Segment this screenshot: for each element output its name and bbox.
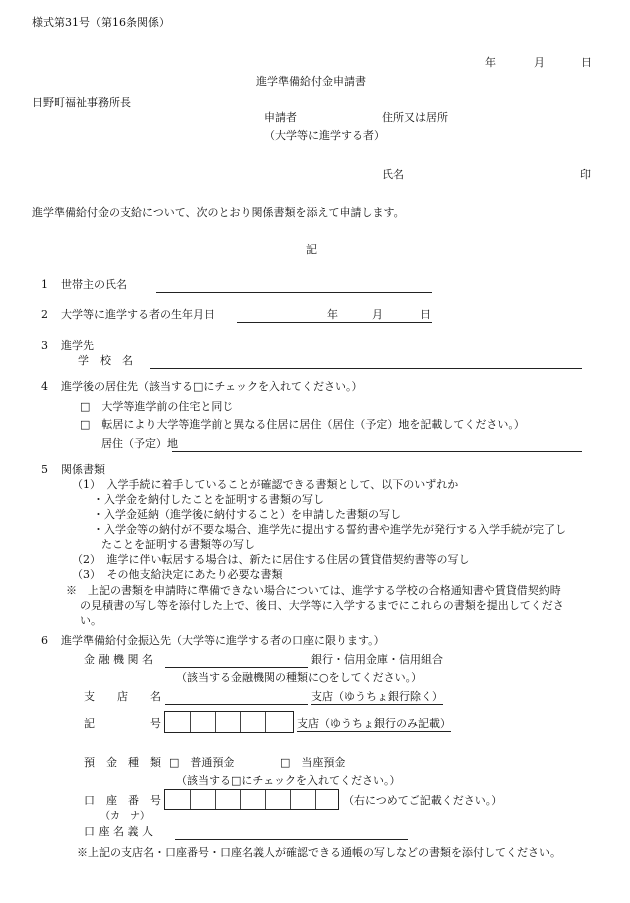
documents-item-1b: ・入学金延納（進学後に納付すること）を申請した書類の写し [93, 508, 401, 521]
household-head-field[interactable] [156, 292, 432, 293]
kana-label: （カ ナ） [100, 811, 150, 822]
ki-heading: 記 [306, 243, 317, 256]
deposit-option-ordinary[interactable]: □ 普通預金 [169, 756, 235, 769]
branch-suffix: 支店（ゆうちょ銀行除く） [311, 690, 443, 703]
school-section-label: 進学先 [61, 339, 94, 352]
deposit-type-label: 預 金 種 類 [84, 756, 161, 769]
bank-name-field[interactable] [165, 667, 308, 668]
documents-section-label: 関係書類 [61, 463, 105, 476]
date-month-label: 月 [534, 56, 545, 69]
documents-item-1: （1） 入学手続に着手していることが確認できる書類として、以下のいずれか [72, 478, 459, 491]
documents-note-line-3: い。 [80, 614, 102, 627]
household-head-label: 世帯主の氏名 [61, 278, 127, 291]
date-year-label: 年 [485, 56, 496, 69]
deposit-option-current[interactable]: □ 当座預金 [280, 756, 346, 769]
intro-text: 進学準備給付金の支給について、次のとおり関係書類を添えて申請します。 [32, 206, 405, 219]
documents-item-1c-cont: たことを証明する書類等の写し [101, 538, 255, 551]
applicant-note: （大学等に進学する者） [264, 129, 385, 142]
form-number: 様式第31号（第16条関係） [32, 16, 170, 29]
documents-note-line-1: ※ 上記の書類を申請時に準備できない場合については、進学する学校の合格通知書や賃貸借契約時 [66, 584, 561, 597]
section-4-number: 4 [41, 380, 48, 393]
section-6-number: 6 [41, 634, 48, 647]
school-name-field[interactable] [150, 368, 582, 369]
deposit-type-note: （該当する□にチェックを入れてください。） [176, 774, 401, 787]
documents-note-line-2: の見積書の写し等を添付した上で、後日、大学等に入学するまでにこれらの書類を提出してくださ [80, 599, 564, 612]
section-2-number: 2 [41, 308, 48, 321]
account-holder-label: 口 座 名 義 人 [84, 825, 153, 838]
document-title: 進学準備給付金申請書 [256, 75, 366, 88]
account-holder-field[interactable] [175, 839, 408, 840]
documents-item-2: （2） 進学に伴い転居する場合は、新たに居住する住居の賃貸借契約書等の写し [72, 553, 470, 566]
section-5-number: 5 [41, 463, 48, 476]
documents-item-1c: ・入学金等の納付が不要な場合、進学先に提出する誓約書や進学先が発行する入学手続が完了し [93, 523, 566, 536]
applicant-label: 申請者 [264, 111, 297, 124]
bank-transfer-section-label: 進学準備給付金振込先（大学等に進学する者の口座に限ります。） [61, 634, 385, 647]
section-3-number: 3 [41, 339, 48, 352]
birthdate-label: 大学等に進学する者の生年月日 [61, 308, 215, 321]
account-number-input-grid[interactable] [164, 789, 339, 810]
bank-type-suffix: 銀行・信用金庫・信用組合 [311, 653, 443, 666]
seal-label: 印 [580, 168, 591, 181]
symbol-suffix: 支店（ゆうちょ銀行のみ記載） [297, 717, 451, 730]
residence-place-label: 居住（予定）地 [101, 437, 178, 450]
date-day-label: 日 [581, 56, 592, 69]
documents-item-3: （3） その他支給決定にあたり必要な書類 [72, 568, 283, 581]
documents-item-1a: ・入学金を納付したことを証明する書類の写し [93, 493, 324, 506]
bank-type-note: （該当する金融機関の種類に○をしてください。） [176, 671, 423, 684]
residence-option-moving[interactable]: □ 転居により大学等進学前と異なる住居に居住（居住（予定）地を記載してください。） [80, 418, 525, 431]
birth-year-label: 年 [327, 308, 338, 321]
account-number-note: （右につめてご記載ください。） [343, 794, 503, 807]
residence-section-label: 進学後の居住先（該当する□にチェックを入れてください。） [61, 380, 363, 393]
birth-month-label: 月 [372, 308, 383, 321]
branch-name-label: 支 店 名 [84, 690, 161, 703]
name-label: 氏名 [382, 168, 404, 181]
residence-option-same[interactable]: □ 大学等進学前の住宅と同じ [80, 400, 234, 413]
symbol-label: 記 号 [84, 717, 161, 730]
residence-place-field[interactable] [172, 451, 582, 452]
branch-name-field[interactable] [165, 704, 308, 705]
school-name-label: 学 校 名 [78, 354, 133, 367]
birth-day-label: 日 [420, 308, 431, 321]
addressee: 日野町福祉事務所長 [32, 96, 131, 109]
birthdate-field[interactable] [237, 322, 432, 323]
symbol-input-grid[interactable] [164, 711, 294, 733]
account-number-label: 口 座 番 号 [84, 794, 161, 807]
bank-name-label: 金 融 機 関 名 [84, 653, 153, 666]
final-note: ※上記の支店名・口座番号・口座名義人が確認できる通帳の写しなどの書類を添付してください。 [77, 846, 561, 859]
section-1-number: 1 [41, 278, 48, 291]
address-label: 住所又は居所 [382, 111, 448, 124]
